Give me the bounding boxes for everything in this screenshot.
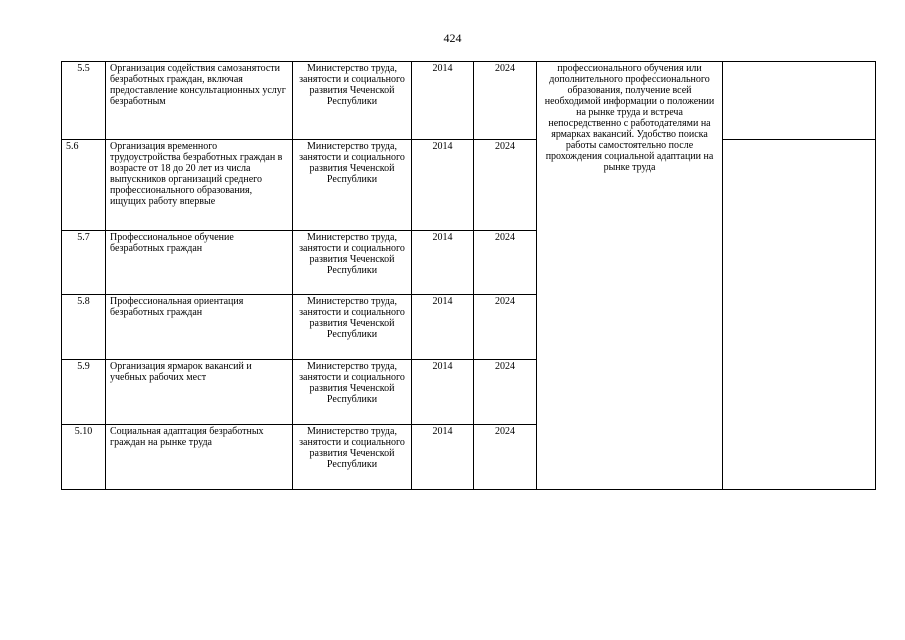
row-number: 5.8 <box>77 296 90 307</box>
row-number-cell <box>62 360 106 425</box>
row-number-cell <box>62 425 106 490</box>
end-year: 2024 <box>495 361 515 372</box>
end-year: 2024 <box>495 426 515 437</box>
start-year-cell <box>412 360 474 425</box>
end-year: 2024 <box>495 141 515 152</box>
measures-table <box>61 61 876 490</box>
executor-cell <box>293 231 412 295</box>
row-number: 5.10 <box>74 426 93 437</box>
row-number-cell <box>62 295 106 360</box>
measure-name-cell <box>106 140 293 231</box>
end-year: 2024 <box>495 63 515 74</box>
measure-name-cell <box>106 425 293 490</box>
expected-result-text: профессионального обучения или дополнительного профессионального образования, получение всей необходимой информации о положении на рынке труда и встреча непосредственно с работодателями на ярмарках вакансий. Удобство поиска работы самостоятельно после прохождения социальной адаптации на рынке труда <box>544 63 715 173</box>
row-number: 5.7 <box>77 232 90 243</box>
executor-name: Министерство труда, занятости и социального развития Чеченской Республики <box>299 141 405 185</box>
end-year-cell <box>474 360 537 425</box>
start-year: 2014 <box>432 296 453 307</box>
start-year-cell <box>412 140 474 231</box>
row-number-cell <box>62 140 106 231</box>
executor-cell <box>293 140 412 231</box>
start-year: 2014 <box>432 141 453 152</box>
row-number-cell <box>62 62 106 140</box>
row-number-cell <box>62 231 106 295</box>
executor-cell <box>293 295 412 360</box>
start-year: 2014 <box>432 361 453 372</box>
end-year-cell <box>474 140 537 231</box>
row-number: 5.6 <box>66 141 79 152</box>
measure-name: Профессиональная ориентация безработных граждан <box>110 296 244 318</box>
end-year-cell <box>474 62 537 140</box>
empty-cell <box>723 140 876 490</box>
row-number: 5.9 <box>77 361 90 372</box>
table-row <box>62 140 876 231</box>
row-number: 5.5 <box>77 63 90 74</box>
start-year: 2014 <box>432 232 453 243</box>
measure-name: Профессиональное обучение безработных граждан <box>110 232 234 254</box>
start-year-cell <box>412 62 474 140</box>
measure-name-cell <box>106 360 293 425</box>
executor-name: Министерство труда, занятости и социального развития Чеченской Республики <box>299 63 405 107</box>
measure-name: Организация временного трудоустройства безработных граждан в возрасте от 18 до 20 лет из числа выпускников организаций среднего профессионального образования, ищущих работу впервые <box>110 141 283 207</box>
end-year-cell <box>474 231 537 295</box>
start-year: 2014 <box>432 426 453 437</box>
start-year-cell <box>412 425 474 490</box>
measure-name: Социальная адаптация безработных граждан на рынке труда <box>110 426 264 448</box>
executor-name: Министерство труда, занятости и социального развития Чеченской Республики <box>299 296 405 340</box>
executor-cell <box>293 425 412 490</box>
start-year-cell <box>412 295 474 360</box>
executor-name: Министерство труда, занятости и социального развития Чеченской Республики <box>299 426 405 470</box>
page-number: 424 <box>443 31 462 45</box>
end-year: 2024 <box>495 232 515 243</box>
table-row <box>62 62 876 140</box>
executor-name: Министерство труда, занятости и социального развития Чеченской Республики <box>299 232 405 276</box>
end-year: 2024 <box>495 296 515 307</box>
executor-cell <box>293 360 412 425</box>
measure-name: Организация ярмарок вакансий и учебных рабочих мест <box>110 361 252 383</box>
expected-result-cell <box>537 62 723 490</box>
start-year: 2014 <box>432 63 453 74</box>
measure-name: Организация содействия самозанятости безработных граждан, включая предоставление консультационных услуг безработным <box>110 63 286 107</box>
end-year-cell <box>474 295 537 360</box>
executor-cell <box>293 62 412 140</box>
end-year-cell <box>474 425 537 490</box>
measure-name-cell <box>106 231 293 295</box>
empty-cell <box>723 62 876 140</box>
executor-name: Министерство труда, занятости и социального развития Чеченской Республики <box>299 361 405 405</box>
measure-name-cell <box>106 62 293 140</box>
start-year-cell <box>412 231 474 295</box>
measure-name-cell <box>106 295 293 360</box>
